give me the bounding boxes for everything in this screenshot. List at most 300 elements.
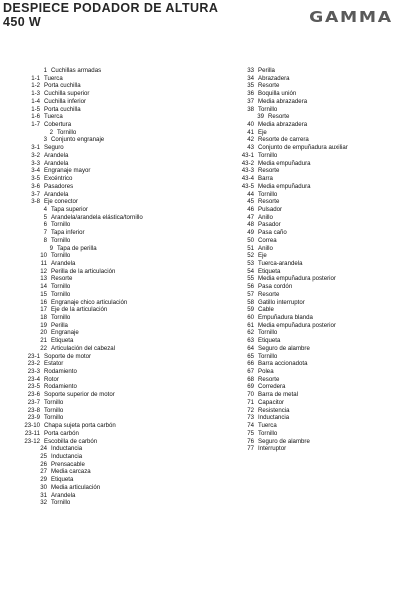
part-number: 11 — [40, 259, 47, 267]
part-number: 27 — [40, 468, 47, 476]
part-description: Media empuñadura posterior — [258, 321, 336, 329]
part-number: 22 — [40, 344, 47, 352]
part-description: Abrazadera — [258, 74, 290, 82]
part-row — [205, 160, 385, 168]
part-number: 60 — [247, 314, 254, 321]
part-number: 46 — [247, 205, 254, 213]
part-row — [0, 291, 180, 299]
part-row — [205, 245, 385, 253]
part-row — [0, 121, 180, 129]
part-description: Tornillo — [44, 414, 64, 422]
part-number: 45 — [247, 198, 254, 206]
part-description: Prensacable — [51, 460, 85, 468]
part-row — [0, 306, 180, 314]
part-row — [0, 329, 180, 337]
part-row — [205, 229, 385, 237]
part-number: 61 — [247, 321, 254, 329]
part-description: Resorte — [258, 198, 280, 206]
part-row — [205, 329, 385, 337]
part-number: 1-1 — [31, 74, 40, 82]
part-row — [205, 82, 385, 90]
part-row — [0, 268, 180, 276]
part-number: 12 — [40, 267, 47, 275]
part-number: 5 — [43, 213, 47, 221]
part-number: 71 — [247, 398, 254, 406]
part-row — [0, 260, 180, 268]
part-description: Correa — [258, 236, 277, 244]
part-description: Resorte — [258, 375, 280, 383]
part-description: Escobilla de carbón — [44, 437, 98, 445]
part-row — [205, 144, 385, 152]
part-description: Tornillo — [44, 406, 64, 414]
part-number: 3-1 — [31, 144, 40, 152]
part-description: Conjunto engranaje — [51, 136, 105, 144]
part-number: 64 — [247, 344, 254, 352]
part-description: Soporte superior de motor — [44, 391, 115, 399]
part-number: 29 — [40, 476, 47, 484]
part-description: Excéntrico — [44, 175, 73, 183]
part-row — [0, 476, 180, 484]
part-row — [0, 461, 180, 469]
part-row — [0, 206, 180, 214]
part-description: Barra de metal — [258, 391, 298, 399]
part-number: 23-11 — [24, 429, 40, 437]
part-row — [205, 206, 385, 214]
part-description: Tornillo — [51, 314, 71, 321]
part-description: Conjunto de empuñadura auxiliar — [258, 144, 348, 152]
part-number: 3-6 — [31, 182, 40, 190]
part-row — [0, 314, 180, 322]
part-description: Cuchilla superior — [44, 90, 90, 98]
part-row — [205, 175, 385, 183]
part-row — [0, 391, 180, 399]
part-description: Anillo — [258, 213, 273, 221]
part-description: Inductancia — [258, 414, 290, 422]
part-row — [205, 268, 385, 276]
part-number: 43-4 — [241, 175, 254, 183]
part-number: 73 — [247, 414, 254, 422]
part-row — [0, 492, 180, 500]
part-description: Articulación del cabezal — [51, 344, 116, 352]
parts-list-right — [205, 67, 385, 453]
part-row — [205, 221, 385, 229]
part-number: 39 — [257, 113, 264, 121]
part-number: 66 — [247, 360, 254, 368]
part-number: 53 — [247, 259, 254, 267]
part-number: 54 — [247, 267, 254, 275]
part-row — [0, 183, 180, 191]
part-row — [0, 136, 180, 144]
part-description: Seguro — [44, 144, 64, 152]
part-row — [0, 221, 180, 229]
part-description: Media carcaza — [51, 468, 91, 476]
part-description: Pasador — [258, 221, 281, 229]
part-description: Arandela — [44, 190, 69, 198]
part-number: 3-4 — [31, 167, 40, 175]
part-number: 43-2 — [241, 159, 254, 167]
part-description: Resorte — [51, 275, 73, 283]
part-row — [0, 214, 180, 222]
part-description: Media empuñadura posterior — [258, 275, 336, 283]
part-description: Rodamiento — [44, 368, 77, 376]
part-description: Seguro de alambre — [258, 344, 310, 352]
part-row — [205, 275, 385, 283]
part-description: Capacitor — [258, 398, 285, 406]
part-number: 2 — [49, 128, 53, 136]
part-description: Tornillo — [57, 128, 77, 136]
part-number: 8 — [43, 236, 47, 244]
part-number: 44 — [247, 190, 254, 198]
part-description: Arandela — [44, 151, 69, 159]
part-description: Engranaje mayor — [44, 167, 91, 175]
part-description: Porta carbón — [44, 429, 79, 437]
part-row — [205, 360, 385, 368]
part-row — [0, 75, 180, 83]
part-number: 69 — [247, 383, 254, 391]
part-description: Tapa superior — [51, 205, 88, 213]
part-description: Tornillo — [51, 283, 71, 291]
part-number: 48 — [247, 221, 254, 229]
part-number: 52 — [247, 252, 254, 260]
part-row — [205, 399, 385, 407]
part-number: 41 — [247, 128, 254, 136]
part-row — [0, 283, 180, 291]
part-row — [0, 252, 180, 260]
part-row — [205, 283, 385, 291]
part-row — [0, 67, 180, 75]
part-row — [205, 445, 385, 453]
part-number: 3-2 — [31, 151, 40, 159]
part-description: Engranaje — [51, 329, 79, 337]
part-row — [205, 129, 385, 137]
part-number: 34 — [247, 74, 254, 82]
part-description: Eje — [258, 252, 267, 260]
document-title — [3, 1, 218, 29]
part-description: Arandela — [51, 259, 76, 267]
part-number: 32 — [40, 499, 47, 507]
part-row — [205, 337, 385, 345]
part-row — [205, 136, 385, 144]
part-number: 23-4 — [27, 375, 40, 383]
part-row — [205, 113, 385, 121]
part-number: 16 — [40, 298, 47, 306]
part-description: Cable — [258, 306, 274, 314]
part-row — [205, 106, 385, 114]
part-description: Tornillo — [258, 190, 278, 198]
part-number: 67 — [247, 368, 254, 376]
part-description: Perilla — [258, 67, 275, 74]
part-description: Tornillo — [51, 236, 71, 244]
part-description: Etiqueta — [51, 337, 74, 345]
part-row — [205, 353, 385, 361]
part-number: 76 — [247, 437, 254, 445]
part-description: Eje — [258, 128, 267, 136]
part-description: Eje conector — [44, 198, 78, 206]
part-number: 23-6 — [27, 391, 40, 399]
part-row — [205, 237, 385, 245]
part-row — [205, 391, 385, 399]
part-number: 38 — [247, 105, 254, 113]
title-line-2: 450 W — [3, 15, 42, 29]
part-row — [0, 275, 180, 283]
part-description: Etiqueta — [51, 476, 74, 484]
part-number: 51 — [247, 244, 254, 252]
part-description: Tornillo — [258, 352, 278, 360]
part-row — [0, 175, 180, 183]
part-number: 3-3 — [31, 159, 40, 167]
part-number: 23-8 — [27, 406, 40, 414]
part-number: 43 — [247, 144, 254, 152]
part-row — [0, 445, 180, 453]
part-description: Gatillo interruptor — [258, 298, 305, 306]
part-row — [0, 98, 180, 106]
page-header — [0, 0, 400, 40]
part-description: Pulsador — [258, 205, 283, 213]
part-row — [205, 191, 385, 199]
part-row — [0, 484, 180, 492]
part-description: Perilla — [51, 321, 68, 329]
part-number: 3-5 — [31, 175, 40, 183]
part-row — [0, 407, 180, 415]
part-description: Empuñadura blanda — [258, 314, 313, 321]
part-row — [0, 453, 180, 461]
part-row — [0, 191, 180, 199]
part-description: Tornillo — [258, 151, 278, 159]
part-number: 24 — [40, 445, 47, 453]
part-description: Resorte — [258, 167, 280, 175]
part-description: Tapa inferior — [51, 229, 85, 237]
part-description: Estator — [44, 360, 64, 368]
part-description: Media articulación — [51, 483, 101, 491]
part-description: Interruptor — [258, 445, 287, 453]
part-description: Corredera — [258, 383, 286, 391]
part-row — [0, 160, 180, 168]
part-row — [205, 167, 385, 175]
part-number: 74 — [247, 422, 254, 430]
part-number: 3-8 — [31, 198, 40, 206]
part-number: 35 — [247, 82, 254, 90]
part-number: 10 — [40, 252, 47, 260]
part-number: 25 — [40, 452, 47, 460]
part-number: 1-4 — [31, 97, 40, 105]
part-number: 15 — [40, 290, 47, 298]
part-description: Polea — [258, 368, 274, 376]
part-row — [0, 376, 180, 384]
part-number: 3 — [43, 136, 47, 144]
part-number: 26 — [40, 460, 47, 468]
part-number: 13 — [40, 275, 47, 283]
part-row — [205, 75, 385, 83]
part-number: 23-7 — [27, 398, 40, 406]
part-description: Etiqueta — [258, 267, 281, 275]
part-description: Rotor — [44, 375, 59, 383]
part-description: Tornillo — [258, 329, 278, 337]
part-row — [205, 322, 385, 330]
part-number: 37 — [247, 97, 254, 105]
part-row — [0, 368, 180, 376]
part-description: Tornillo — [51, 499, 71, 507]
part-number: 23-10 — [24, 422, 40, 430]
part-description: Cobertura — [44, 121, 72, 129]
part-row — [0, 299, 180, 307]
part-description: Chapa sujeta porta carbón — [44, 422, 116, 430]
part-description: Resistencia — [258, 406, 290, 414]
part-row — [205, 414, 385, 422]
part-number: 18 — [40, 314, 47, 321]
part-description: Tuerca — [44, 113, 63, 121]
part-description: Anillo — [258, 244, 273, 252]
part-number: 59 — [247, 306, 254, 314]
part-row — [0, 468, 180, 476]
part-row — [0, 360, 180, 368]
part-description: Etiqueta — [258, 337, 281, 345]
part-row — [0, 383, 180, 391]
part-row — [205, 383, 385, 391]
part-row — [205, 345, 385, 353]
part-number: 1-2 — [31, 82, 40, 90]
part-description: Tornillo — [51, 290, 71, 298]
part-row — [0, 499, 180, 507]
part-row — [0, 414, 180, 422]
part-description: Tornillo — [258, 105, 278, 113]
part-number: 43-1 — [241, 151, 254, 159]
part-number: 6 — [43, 221, 47, 229]
part-row — [205, 198, 385, 206]
part-description: Resorte de carrera — [258, 136, 309, 144]
part-number: 23-2 — [27, 360, 40, 368]
part-number: 1-6 — [31, 113, 40, 121]
part-number: 68 — [247, 375, 254, 383]
part-row — [0, 90, 180, 98]
part-description: Tornillo — [44, 398, 64, 406]
part-number: 56 — [247, 283, 254, 291]
part-row — [205, 438, 385, 446]
part-number: 33 — [247, 67, 254, 74]
part-description: Cuchilla inferior — [44, 97, 86, 105]
part-row — [0, 322, 180, 330]
part-number: 1 — [43, 67, 47, 74]
part-row — [205, 376, 385, 384]
part-description: Arandela — [44, 159, 69, 167]
part-description: Resorte — [258, 290, 280, 298]
part-description: Pasa caño — [258, 229, 287, 237]
part-row — [0, 82, 180, 90]
part-description: Seguro de alambre — [258, 437, 310, 445]
part-row — [205, 121, 385, 129]
part-number: 1-5 — [31, 105, 40, 113]
part-number: 23-1 — [27, 352, 40, 360]
part-row — [205, 183, 385, 191]
part-row — [0, 430, 180, 438]
part-number: 72 — [247, 406, 254, 414]
part-description: Arandela/arandela elástica/tornillo — [51, 213, 143, 221]
part-number: 75 — [247, 429, 254, 437]
part-row — [205, 430, 385, 438]
part-row — [205, 90, 385, 98]
part-number: 3-7 — [31, 190, 40, 198]
part-row — [0, 237, 180, 245]
part-row — [205, 299, 385, 307]
part-description: Media abrazadera — [258, 121, 308, 129]
part-row — [205, 152, 385, 160]
part-description: Porta cuchilla — [44, 105, 81, 113]
part-number: 4 — [43, 205, 47, 213]
part-description: Perilla de la articulación — [51, 267, 116, 275]
part-description: Resorte — [258, 82, 280, 90]
part-description: Tuerca — [44, 74, 63, 82]
part-number: 50 — [247, 236, 254, 244]
part-row — [0, 144, 180, 152]
part-row — [0, 353, 180, 361]
part-description: Tuerca-arandela — [258, 259, 303, 267]
part-row — [0, 337, 180, 345]
part-description: Tapa de perilla — [57, 244, 97, 252]
part-row — [205, 98, 385, 106]
part-row — [205, 214, 385, 222]
title-line-1: DESPIECE PODADOR DE ALTURA — [3, 1, 219, 15]
part-number: 55 — [247, 275, 254, 283]
part-row — [205, 306, 385, 314]
part-row — [205, 407, 385, 415]
part-row — [205, 67, 385, 75]
part-row — [205, 314, 385, 322]
part-row — [205, 260, 385, 268]
part-number: 23-9 — [27, 414, 40, 422]
part-number: 47 — [247, 213, 254, 221]
part-number: 57 — [247, 290, 254, 298]
part-description: Engranaje chico articulación — [51, 298, 128, 306]
part-description: Rodamiento — [44, 383, 77, 391]
part-row — [205, 252, 385, 260]
part-description: Barra — [258, 175, 273, 183]
part-number: 9 — [49, 244, 53, 252]
part-row — [205, 422, 385, 430]
part-number: 30 — [40, 483, 47, 491]
part-description: Eje de la articulación — [51, 306, 108, 314]
part-number: 7 — [43, 229, 47, 237]
part-number: 43-3 — [241, 167, 254, 175]
part-row — [0, 229, 180, 237]
parts-list-left — [0, 67, 180, 507]
part-row — [0, 129, 180, 137]
part-number: 19 — [40, 321, 47, 329]
part-description: Arandela — [51, 491, 76, 499]
part-description: Resorte — [268, 113, 290, 121]
brand-logo: GAMMA — [309, 8, 393, 26]
part-row — [0, 198, 180, 206]
part-number: 23-3 — [27, 368, 40, 376]
part-description: Media empuñadura — [258, 182, 311, 190]
part-number: 49 — [247, 229, 254, 237]
part-number: 62 — [247, 329, 254, 337]
part-description: Tuerca — [258, 422, 277, 430]
part-row — [205, 291, 385, 299]
part-row — [0, 113, 180, 121]
part-description: Boquilla unión — [258, 90, 297, 98]
part-number: 20 — [40, 329, 47, 337]
part-description: Pasa cordón — [258, 283, 293, 291]
part-description: Tornillo — [51, 252, 71, 260]
part-number: 70 — [247, 391, 254, 399]
part-row — [205, 368, 385, 376]
part-number: 17 — [40, 306, 47, 314]
part-number: 14 — [40, 283, 47, 291]
part-number: 1-3 — [31, 90, 40, 98]
part-description: Inductancia — [51, 445, 83, 453]
part-number: 31 — [40, 491, 47, 499]
part-number: 65 — [247, 352, 254, 360]
part-description: Soporte de motor — [44, 352, 92, 360]
